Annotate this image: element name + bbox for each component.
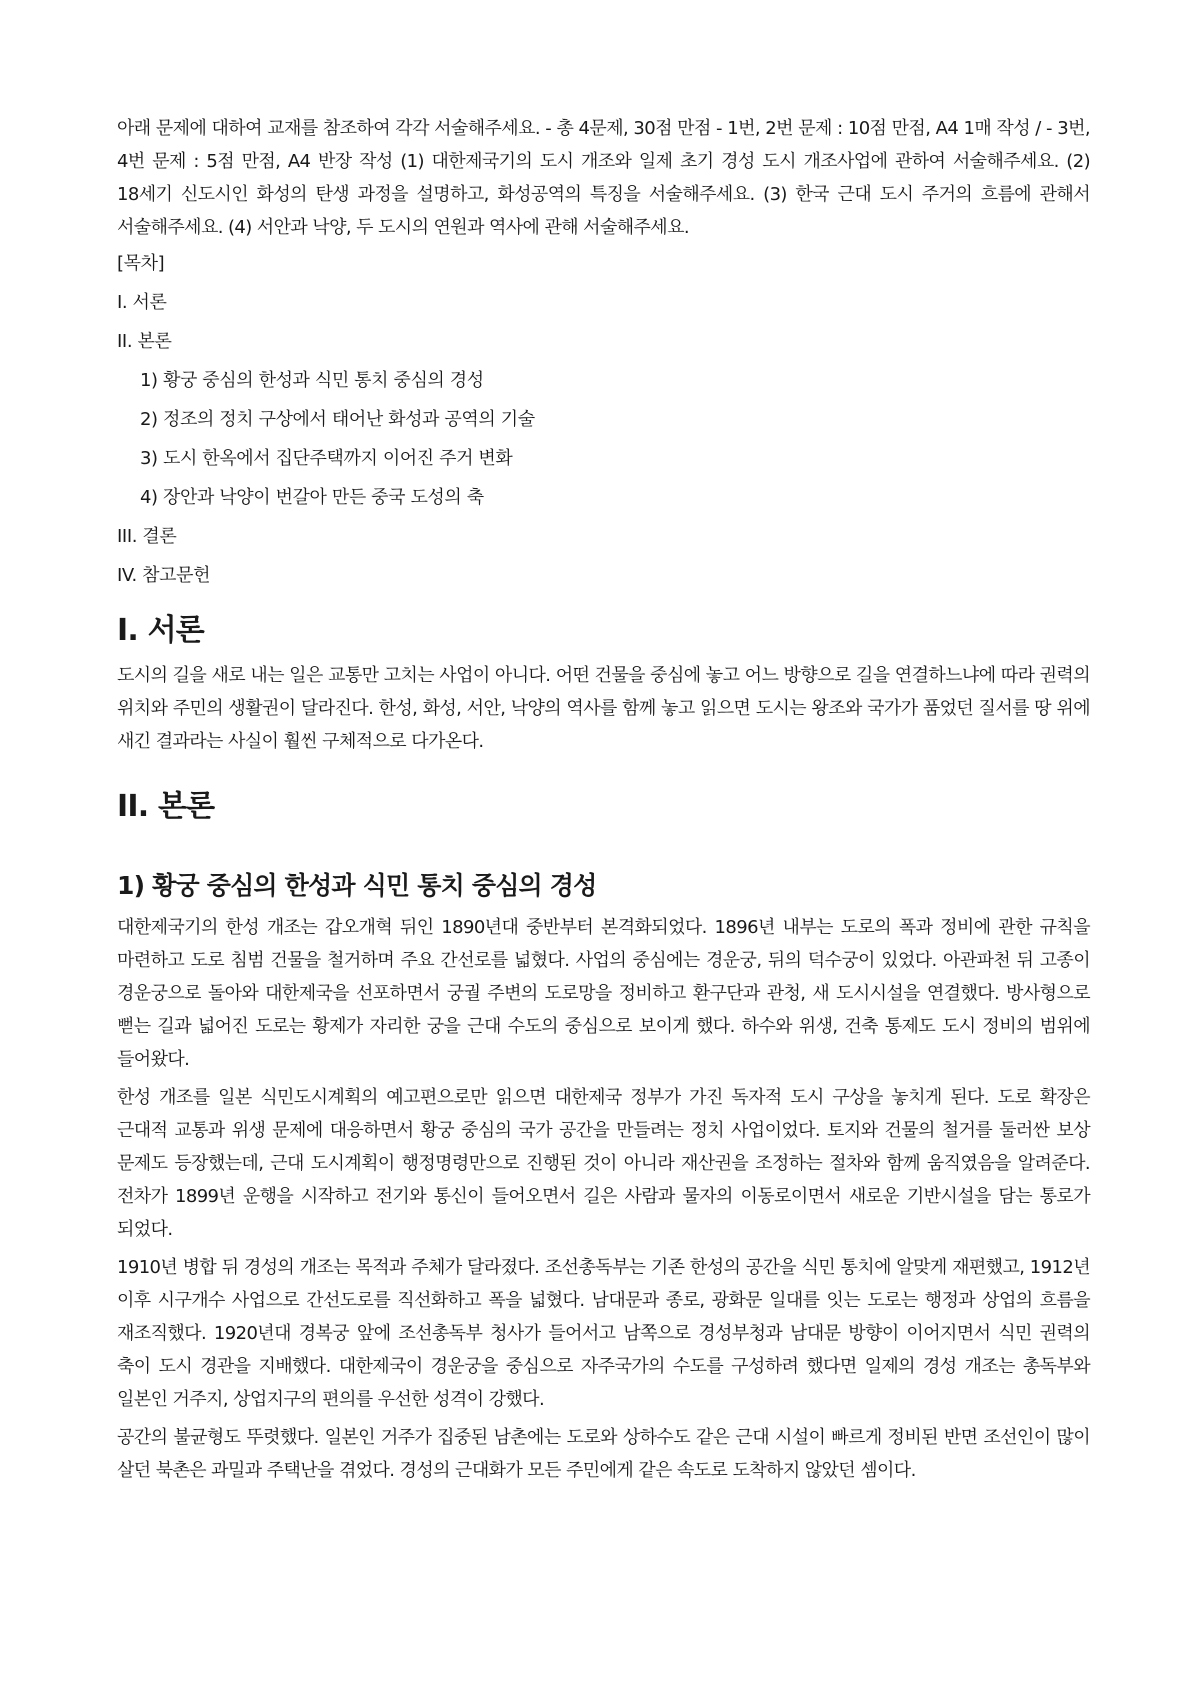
section-heading-body: II. 본론: [117, 789, 215, 824]
toc-item: II. 본론: [117, 331, 172, 352]
toc-subitem: 3) 도시 한옥에서 집단주택까지 이어진 주거 변화: [140, 448, 513, 469]
body-paragraph: 대한제국기의 한성 개조는 갑오개혁 뒤인 1890년대 중반부터 본격화되었다. 1896년 내부는 도로의 폭과 정비에 관한 규칙을 마련하고 도로 침범 건물을 철거하며 주요 간선로를 넓혔다. 사업의 중심에는 경운궁, 뒤의 덕수궁이 있었다. 아관파천 뒤 고종이 경운궁으로 돌아와 대한제국을 선포하면서 궁궐 주변의 도로망을 정비하고 환구단과 관청, 새 도시시설을 연결했다. 방사형으로 뻗는 길과 넓어진 도로는 황제가 자리한 궁을 근대 수도의 중심으로 보이게 했다. 하수와 위생, 건축 통제도 도시 정비의 범위에 들어왔다.: [117, 917, 1090, 1070]
toc-subitem: 2) 정조의 정치 구상에서 태어난 화성과 공역의 기술: [140, 409, 535, 430]
toc-title: [목차]: [117, 253, 165, 274]
toc-subitem: 4) 장안과 낙양이 번갈아 만든 중국 도성의 축: [140, 487, 484, 508]
body-paragraph: 공간의 불균형도 뚜렷했다. 일본인 거주가 집중된 남촌에는 도로와 상하수도 같은 근대 시설이 빠르게 정비된 반면 조선인이 많이 살던 북촌은 과밀과 주택난을 겪었다. 경성의 근대화가 모든 주민에게 같은 속도로 도착하지 않았던 셈이다.: [117, 1427, 1090, 1481]
toc-subitem: 1) 황궁 중심의 한성과 식민 통치 중심의 경성: [140, 370, 484, 391]
subsection-heading-1: 1) 황궁 중심의 한성과 식민 통치 중심의 경성: [117, 871, 597, 900]
introduction-paragraph: 도시의 길을 새로 내는 일은 교통만 고치는 사업이 아니다. 어떤 건물을 중심에 놓고 어느 방향으로 길을 연결하느냐에 따라 권력의 위치와 주민의 생활권이 달라진다. 한성, 화성, 서안, 낙양의 역사를 함께 놓고 읽으면 도시는 왕조와 국가가 품었던 질서를 땅 위에 새긴 결과라는 사실이 훨씬 구체적으로 다가온다.: [117, 665, 1090, 752]
section-heading-introduction: I. 서론: [117, 613, 204, 648]
assignment-prompt: 아래 문제에 대하여 교재를 참조하여 각각 서술해주세요. - 총 4문제, 30점 만점 - 1번, 2번 문제 : 10점 만점, A4 1매 작성 / - 3번, 4번 문제 : 5점 만점, A4 반장 작성 (1) 대한제국기의 도시 개조와 일제 초기 경성 도시 개조사업에 관하여 서술해주세요. (2) 18세기 신도시인 화성의 탄생 과정을 설명하고, 화성공역의 특징을 서술해주세요. (3) 한국 근대 도시 주거의 흐름에 관해서 서술해주세요. (4) 서안과 낙양, 두 도시의 연원과 역사에 관해 서술해주세요.: [117, 118, 1090, 238]
toc-item: I. 서론: [117, 292, 167, 313]
body-paragraph: 1910년 병합 뒤 경성의 개조는 목적과 주체가 달라졌다. 조선총독부는 기존 한성의 공간을 식민 통치에 알맞게 재편했고, 1912년 이후 시구개수 사업으로 간선도로를 직선화하고 폭을 넓혔다. 남대문과 종로, 광화문 일대를 잇는 도로는 행정과 상업의 흐름을 재조직했다. 1920년대 경복궁 앞에 조선총독부 청사가 들어서고 남쪽으로 경성부청과 남대문 방향이 이어지면서 식민 권력의 축이 도시 경관을 지배했다. 대한제국이 경운궁을 중심으로 자주국가의 수도를 구성하려 했다면 일제의 경성 개조는 총독부와 일본인 거주지, 상업지구의 편의를 우선한 성격이 강했다.: [117, 1257, 1090, 1410]
table-of-contents: [117, 252, 1090, 587]
toc-item: III. 결론: [117, 526, 177, 547]
body-paragraph: 한성 개조를 일본 식민도시계획의 예고편으로만 읽으면 대한제국 정부가 가진 독자적 도시 구상을 놓치게 된다. 도로 확장은 근대적 교통과 위생 문제에 대응하면서 황궁 중심의 국가 공간을 만들려는 정치 사업이었다. 토지와 건물의 철거를 둘러싼 보상 문제도 등장했는데, 근대 도시계획이 행정명령만으로 진행된 것이 아니라 재산권을 조정하는 절차와 함께 움직였음을 알려준다. 전차가 1899년 운행을 시작하고 전기와 통신이 들어오면서 길은 사람과 물자의 이동로이면서 새로운 기반시설을 담는 통로가 되었다.: [117, 1087, 1090, 1240]
toc-item: IV. 참고문헌: [117, 565, 211, 586]
